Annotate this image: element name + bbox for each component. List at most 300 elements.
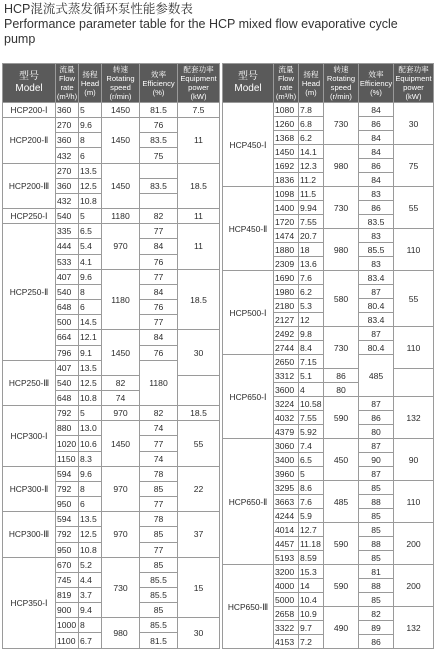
efficiency-cell: 81.5: [140, 103, 178, 118]
flow-cell: 5000: [274, 593, 299, 607]
head-cell: 14: [299, 579, 324, 593]
head-cell: 9.4: [79, 603, 102, 618]
efficiency-cell: 85.5: [359, 243, 394, 257]
flow-cell: 4153: [274, 635, 299, 649]
head-cell: 7.2: [299, 635, 324, 649]
table-row: [3, 406, 220, 421]
model-cell: HCP450-Ⅰ: [223, 103, 274, 187]
efficiency-cell: 82: [140, 406, 178, 421]
header-power: 配套功率 Equipment power (kW): [395, 65, 432, 101]
flow-cell: 594: [56, 466, 79, 481]
flow-cell: 648: [56, 390, 79, 405]
flow-cell: 4457: [274, 537, 299, 551]
efficiency-cell: 85: [140, 557, 178, 572]
efficiency-cell: 74: [102, 390, 140, 405]
efficiency-cell: 77: [140, 224, 178, 239]
flow-cell: 3060: [274, 439, 299, 453]
efficiency-cell: 84: [140, 330, 178, 345]
flow-cell: 1150: [56, 451, 79, 466]
flow-cell: 1836: [274, 173, 299, 187]
head-cell: 5: [79, 406, 102, 421]
head-cell: 13.5: [79, 360, 102, 375]
header-row: [223, 64, 434, 103]
flow-cell: 648: [56, 300, 79, 315]
efficiency-cell: 86: [359, 635, 394, 649]
right-table-container: [222, 63, 433, 649]
flow-cell: 796: [56, 345, 79, 360]
head-cell: 10.4: [299, 593, 324, 607]
speed-cell: 590: [324, 397, 359, 439]
model-cell: HCP300-Ⅱ: [3, 466, 56, 511]
power-cell: 11: [178, 118, 220, 163]
flow-cell: 3224: [274, 397, 299, 411]
flow-cell: 1098: [274, 187, 299, 201]
model-cell: HCP650-Ⅲ: [223, 565, 274, 649]
flow-cell: 432: [56, 148, 79, 163]
efficiency-cell: 74: [140, 421, 178, 436]
efficiency-cell: 84: [140, 239, 178, 254]
efficiency-cell: 83: [359, 187, 394, 201]
speed-cell: 730: [102, 557, 140, 618]
speed-cell: 580: [324, 271, 359, 327]
flow-cell: 270: [56, 118, 79, 133]
flow-cell: 1692: [274, 159, 299, 173]
head-cell: 5: [299, 467, 324, 481]
speed-cell: 980: [324, 145, 359, 187]
flow-cell: 1880: [274, 243, 299, 257]
header-row: [3, 64, 220, 103]
efficiency-cell: 83.4: [359, 271, 394, 285]
flow-cell: 407: [56, 360, 79, 375]
table-row: [3, 103, 220, 118]
head-cell: 10.8: [79, 390, 102, 405]
speed-cell: 485: [359, 355, 394, 397]
speed-cell: 1450: [102, 103, 140, 118]
flow-cell: 533: [56, 254, 79, 269]
efficiency-cell: 84: [359, 103, 394, 117]
flow-cell: 444: [56, 239, 79, 254]
flow-cell: 4014: [274, 523, 299, 537]
flow-cell: 2309: [274, 257, 299, 271]
head-cell: 10.6: [79, 436, 102, 451]
flow-cell: 4000: [274, 579, 299, 593]
power-cell: 55: [178, 421, 220, 466]
head-cell: 4: [299, 383, 324, 397]
efficiency-cell: 75: [140, 148, 178, 163]
head-cell: 12: [299, 313, 324, 327]
power-cell: 15: [178, 557, 220, 618]
power-cell: 90: [394, 439, 434, 481]
table-row: [3, 224, 220, 239]
power-cell: 11: [178, 209, 220, 224]
power-cell: 18.5: [178, 163, 220, 208]
head-cell: 5.1: [299, 369, 324, 383]
efficiency-cell: 87: [359, 327, 394, 341]
head-cell: 6.8: [299, 117, 324, 131]
speed-cell: 450: [324, 439, 359, 481]
head-cell: 6.7: [79, 633, 102, 649]
efficiency-cell: 76: [140, 345, 178, 360]
flow-cell: 335: [56, 224, 79, 239]
head-cell: 13.5: [79, 163, 102, 178]
head-cell: 5.4: [79, 239, 102, 254]
speed-cell: 730: [324, 187, 359, 229]
model-cell: HCP250-Ⅰ: [3, 209, 56, 224]
model-cell: HCP250-Ⅱ: [3, 224, 56, 360]
head-cell: 15.3: [299, 565, 324, 579]
table-row: [3, 512, 220, 527]
table-row: [3, 163, 220, 178]
speed-cell: 980: [102, 618, 140, 649]
power-cell: 30: [178, 330, 220, 375]
flow-cell: 792: [56, 481, 79, 496]
flow-cell: 3312: [274, 369, 299, 383]
head-cell: 6: [79, 497, 102, 512]
flow-cell: 360: [56, 178, 79, 193]
flow-cell: 3295: [274, 481, 299, 495]
head-cell: 9.6: [79, 118, 102, 133]
performance-table-right: [222, 63, 434, 649]
head-cell: 7.55: [299, 411, 324, 425]
efficiency-cell: 85: [140, 603, 178, 618]
efficiency-cell: 77: [140, 436, 178, 451]
efficiency-cell: 80: [324, 383, 359, 397]
efficiency-cell: 88: [359, 537, 394, 551]
flow-cell: 1720: [274, 215, 299, 229]
header-flow: 流量 Flow rate (m³/h): [274, 64, 299, 103]
head-cell: 7.15: [299, 355, 324, 369]
header-head: 扬程 Head (m): [299, 64, 324, 103]
efficiency-cell: 85.5: [140, 588, 178, 603]
head-cell: 14.1: [299, 145, 324, 159]
header-model: 型号 Model: [3, 64, 56, 103]
flow-cell: 1980: [274, 285, 299, 299]
head-cell: 18: [299, 243, 324, 257]
head-cell: 6.2: [299, 285, 324, 299]
efficiency-cell: 84: [359, 173, 394, 187]
head-cell: 9.1: [79, 345, 102, 360]
head-cell: 5.2: [79, 557, 102, 572]
model-cell: HCP200-Ⅲ: [3, 163, 56, 208]
flow-cell: 3600: [274, 383, 299, 397]
head-cell: 6.5: [299, 453, 324, 467]
flow-cell: 4032: [274, 411, 299, 425]
speed-cell: 970: [102, 466, 140, 511]
power-cell: 110: [394, 481, 434, 523]
speed-cell: 1450: [102, 163, 140, 208]
head-cell: 9.8: [299, 327, 324, 341]
speed-cell: 1450: [102, 118, 140, 163]
power-cell: 30: [178, 618, 220, 649]
efficiency-cell: 88: [359, 579, 394, 593]
flow-cell: 540: [56, 375, 79, 390]
head-cell: 13.0: [79, 421, 102, 436]
flow-cell: 670: [56, 557, 79, 572]
flow-cell: 1020: [56, 436, 79, 451]
efficiency-cell: 83.5: [359, 215, 394, 229]
table-row: [3, 557, 220, 572]
head-cell: 10.8: [79, 193, 102, 208]
speed-cell: 730: [324, 327, 359, 369]
power-cell: 22: [178, 466, 220, 511]
head-cell: 13.5: [79, 512, 102, 527]
head-cell: 6.5: [79, 224, 102, 239]
power-cell: 30: [394, 103, 434, 145]
header-flow: 流量 Flow rate (m³/h): [56, 65, 78, 101]
power-cell: 55: [394, 271, 434, 327]
speed-cell: 1180: [102, 269, 140, 330]
head-cell: 20.7: [299, 229, 324, 243]
flow-cell: 1100: [56, 633, 79, 649]
efficiency-cell: 83: [359, 257, 394, 271]
efficiency-cell: 77: [140, 497, 178, 512]
model-cell: HCP300-Ⅲ: [3, 512, 56, 557]
efficiency-cell: 77: [140, 542, 178, 557]
speed-cell: 490: [324, 607, 359, 649]
header-head: 扬程 Head (m): [79, 64, 102, 103]
efficiency-cell: 85: [359, 523, 394, 537]
efficiency-cell: [140, 163, 178, 178]
flow-cell: 1450: [274, 145, 299, 159]
flow-cell: 745: [56, 572, 79, 587]
head-cell: 3.7: [79, 588, 102, 603]
head-cell: 11.5: [299, 187, 324, 201]
power-cell: 132: [394, 397, 434, 439]
head-cell: 5: [79, 103, 102, 118]
efficiency-cell: 80: [359, 425, 394, 439]
head-cell: 10.9: [299, 607, 324, 621]
efficiency-cell: 78: [140, 466, 178, 481]
efficiency-cell: 86: [324, 369, 359, 383]
flow-cell: 3400: [274, 453, 299, 467]
efficiency-cell: 90: [359, 453, 394, 467]
efficiency-cell: 86: [359, 201, 394, 215]
power-cell: 55: [394, 187, 434, 229]
model-cell: HCP200-Ⅱ: [3, 118, 56, 163]
head-cell: 7.4: [299, 439, 324, 453]
header-power: 配套功率 Equipment power (kW): [178, 64, 220, 103]
head-cell: 12.7: [299, 523, 324, 537]
flow-cell: 950: [56, 542, 79, 557]
head-cell: 12.5: [79, 527, 102, 542]
flow-cell: 2492: [274, 327, 299, 341]
table-row: [3, 466, 220, 481]
model-cell: HCP650-Ⅰ: [223, 355, 274, 439]
efficiency-cell: 86: [359, 117, 394, 131]
efficiency-cell: 76: [140, 300, 178, 315]
efficiency-cell: 85: [359, 551, 394, 565]
flow-cell: 4379: [274, 425, 299, 439]
speed-cell: 970: [102, 224, 140, 269]
flow-cell: 1474: [274, 229, 299, 243]
flow-cell: 1260: [274, 117, 299, 131]
flow-cell: 900: [56, 603, 79, 618]
flow-cell: 360: [56, 133, 79, 148]
speed-cell: 590: [324, 565, 359, 607]
speed-cell: 970: [102, 406, 140, 421]
head-cell: 14.5: [79, 315, 102, 330]
power-cell: 110: [394, 327, 434, 369]
flow-cell: 5193: [274, 551, 299, 565]
power-cell: 11: [178, 224, 220, 269]
flow-cell: 2658: [274, 607, 299, 621]
efficiency-cell: 77: [140, 315, 178, 330]
efficiency-cell: 82: [102, 375, 140, 390]
head-cell: 11.2: [299, 173, 324, 187]
efficiency-cell: 78: [140, 512, 178, 527]
flow-cell: 4244: [274, 509, 299, 523]
head-cell: 6: [79, 148, 102, 163]
efficiency-cell: 86: [359, 159, 394, 173]
flow-cell: 540: [56, 284, 79, 299]
flow-cell: 407: [56, 269, 79, 284]
header-model: 型号 Model: [223, 64, 274, 103]
flow-cell: 270: [56, 163, 79, 178]
efficiency-cell: 84: [359, 145, 394, 159]
head-cell: 5.92: [299, 425, 324, 439]
head-cell: 12.5: [79, 178, 102, 193]
table-row: [223, 103, 434, 117]
flow-cell: 3960: [274, 467, 299, 481]
head-cell: 6: [79, 300, 102, 315]
efficiency-cell: 89: [359, 621, 394, 635]
flow-cell: 3663: [274, 495, 299, 509]
efficiency-cell: 77: [140, 269, 178, 284]
efficiency-cell: 85: [359, 509, 394, 523]
speed-cell: 980: [324, 229, 359, 271]
flow-cell: 540: [56, 209, 79, 224]
flow-cell: 1368: [274, 131, 299, 145]
speed-cell: 1450: [102, 330, 140, 375]
head-cell: 8: [79, 133, 102, 148]
flow-cell: 594: [56, 512, 79, 527]
head-cell: 8.59: [299, 551, 324, 565]
head-cell: 8: [79, 481, 102, 496]
head-cell: 9.94: [299, 201, 324, 215]
head-cell: 5: [79, 209, 102, 224]
head-cell: 12.3: [299, 159, 324, 173]
head-cell: 10.58: [300, 398, 322, 409]
efficiency-cell: 76: [140, 118, 178, 133]
efficiency-cell: 83.5: [140, 133, 178, 148]
flow-cell: 3200: [274, 565, 299, 579]
power-cell: 18.5: [178, 269, 220, 330]
table-row: [223, 271, 434, 285]
efficiency-cell: 85: [140, 481, 178, 496]
efficiency-cell: 76: [140, 254, 178, 269]
efficiency-cell: 83.5: [140, 178, 178, 193]
power-cell: 200: [394, 523, 434, 565]
head-cell: 4.1: [79, 254, 102, 269]
efficiency-cell: 85.5: [140, 618, 178, 633]
efficiency-cell: 88: [359, 495, 394, 509]
flow-cell: 792: [56, 406, 79, 421]
efficiency-cell: 87: [359, 439, 394, 453]
head-cell: 10.8: [79, 542, 102, 557]
efficiency-cell: 84: [359, 131, 394, 145]
speed-cell: 1450: [102, 421, 140, 466]
model-cell: HCP250-Ⅲ: [3, 360, 56, 405]
head-cell: 9.6: [79, 466, 102, 481]
flow-cell: 1690: [274, 271, 299, 285]
header-efficiency: 效率 Efficiency (%): [140, 64, 178, 103]
efficiency-cell: 85.5: [140, 572, 178, 587]
model-cell: HCP450-Ⅱ: [223, 187, 274, 271]
head-cell: 4.4: [79, 572, 102, 587]
head-cell: 8.6: [299, 481, 324, 495]
table-row: [223, 565, 434, 579]
head-cell: 6.2: [299, 131, 324, 145]
head-cell: 8: [79, 284, 102, 299]
model-cell: HCP500-Ⅰ: [223, 271, 274, 355]
flow-cell: 2180: [274, 299, 299, 313]
efficiency-cell: 82: [359, 607, 394, 621]
efficiency-cell: 83.4: [359, 313, 394, 327]
head-cell: 5.9: [299, 509, 324, 523]
header-efficiency: 效率 Efficiency (%): [359, 64, 394, 103]
flow-cell: 2127: [274, 313, 299, 327]
power-cell: 37: [178, 512, 220, 557]
table-row: [223, 187, 434, 201]
flow-cell: 792: [56, 527, 79, 542]
speed-cell: 1180: [140, 360, 178, 405]
speed-cell: 730: [324, 103, 359, 145]
flow-cell: 1400: [274, 201, 299, 215]
power-cell: 7.5: [178, 103, 220, 118]
head-cell: 13.6: [299, 257, 324, 271]
efficiency-cell: 85: [140, 527, 178, 542]
efficiency-cell: 87: [359, 285, 394, 299]
model-cell: HCP650-Ⅱ: [223, 439, 274, 565]
model-cell: HCP300-Ⅰ: [3, 406, 56, 467]
flow-cell: 1080: [274, 103, 299, 117]
power-cell: 75: [394, 145, 434, 187]
efficiency-cell: 85: [359, 593, 394, 607]
efficiency-cell: [140, 193, 178, 208]
head-cell: 7.6: [299, 495, 324, 509]
speed-cell: 590: [324, 523, 359, 565]
head-cell: 7.6: [299, 271, 324, 285]
head-cell: 11.18: [299, 537, 324, 551]
head-cell: 12.5: [79, 375, 102, 390]
flow-cell: 819: [56, 588, 79, 603]
head-cell: 9.6: [79, 269, 102, 284]
efficiency-cell: 81: [359, 565, 394, 579]
table-row: [223, 439, 434, 453]
table-row: [3, 118, 220, 133]
efficiency-cell: 87: [359, 397, 394, 411]
speed-cell: 1180: [102, 209, 140, 224]
head-cell: 12.1: [79, 330, 102, 345]
performance-table-left: [2, 63, 220, 649]
efficiency-cell: 81.5: [140, 633, 178, 649]
efficiency-cell: 87: [359, 467, 394, 481]
efficiency-cell: 84: [140, 284, 178, 299]
efficiency-cell: 83: [359, 229, 394, 243]
flow-cell: 2744: [274, 341, 299, 355]
left-table-container: [2, 63, 219, 649]
head-cell: 9.7: [299, 621, 324, 635]
flow-cell: 2650: [274, 355, 299, 369]
flow-cell: 500: [56, 315, 79, 330]
page-subtitle: Performance parameter table for the HCP mixed flow evaporative cycle pump: [4, 17, 398, 46]
efficiency-cell: 86: [359, 411, 394, 425]
head-cell: 7.55: [299, 215, 324, 229]
flow-cell: 1000: [56, 618, 79, 633]
table-row: [3, 209, 220, 224]
flow-cell: 3322: [274, 621, 299, 635]
head-cell: 7.8: [299, 103, 324, 117]
